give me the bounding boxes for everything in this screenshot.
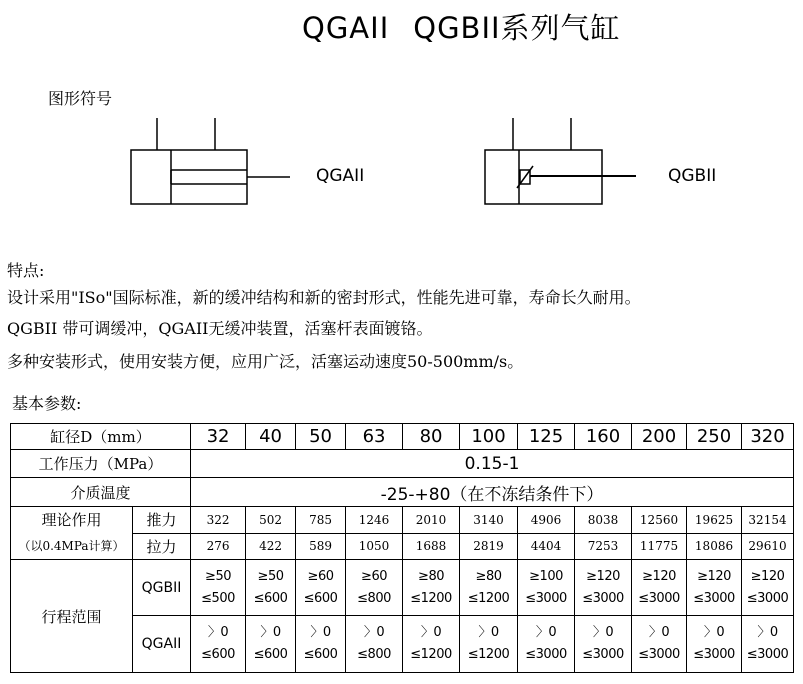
feature-line-3: 多种安装形式，使用安装方便，应用广泛，活塞运动速度50-500mm/s。 [7, 352, 524, 371]
bore-value: 125 [518, 424, 575, 450]
stroke-max: ≤800 [357, 590, 391, 606]
push-value: 32154 [742, 507, 794, 534]
bore-value: 40 [246, 424, 296, 450]
stroke-max: ≤3000 [693, 590, 735, 606]
symbol-label-qgaii: QGAII [316, 166, 365, 186]
bore-value: 100 [460, 424, 518, 450]
stroke-cell [460, 616, 518, 673]
pressure-label: 工作压力（MPa） [11, 450, 191, 478]
stroke-max: ≤500 [201, 590, 235, 606]
push-value: 502 [246, 507, 296, 534]
stroke-max: ≤600 [253, 590, 288, 606]
stroke-model-qgbii: QGBII [133, 560, 191, 616]
pull-value: 2819 [460, 533, 518, 560]
push-value: 12560 [632, 507, 687, 534]
params-table [10, 423, 794, 673]
stroke-max: ≤3000 [582, 647, 624, 662]
bore-value: 50 [296, 424, 346, 450]
stroke-cell [191, 616, 246, 673]
stroke-min: ≥60 [307, 568, 334, 584]
pull-value: 422 [246, 533, 296, 560]
pull-value: 4404 [518, 533, 575, 560]
bore-value: 250 [687, 424, 742, 450]
force-label: 理论作用 [41, 511, 102, 529]
stroke-min: ≥120 [750, 568, 785, 584]
push-value: 4906 [518, 507, 575, 534]
stroke-cell [296, 616, 346, 673]
stroke-min: ≥50 [205, 568, 231, 584]
title-part1: QGAII [302, 11, 390, 45]
stroke-max: ≤1200 [410, 647, 452, 662]
push-value: 19625 [687, 507, 742, 534]
stroke-cell [687, 560, 742, 616]
push-value: 322 [191, 507, 246, 534]
stroke-cell [346, 616, 403, 673]
stroke-max: ≤3000 [582, 590, 624, 606]
stroke-max: ≤1200 [410, 590, 452, 606]
temp-label: 介质温度 [11, 478, 191, 507]
pull-value: 276 [191, 533, 246, 560]
stroke-cell [246, 560, 296, 616]
stroke-max: ≤3000 [638, 647, 680, 662]
stroke-cell [742, 616, 794, 673]
pull-value: 7253 [575, 533, 632, 560]
force-note: （以0.4MPa计算） [18, 539, 125, 553]
stroke-min: ≥120 [642, 568, 676, 584]
pull-label: 拉力 [133, 533, 191, 560]
stroke-min: 〉0 [478, 625, 499, 640]
pull-value: 29610 [742, 533, 794, 560]
stroke-min: ≥50 [257, 568, 284, 584]
stroke-cell [246, 616, 296, 673]
stroke-min: ≥80 [418, 568, 444, 584]
pull-value: 11775 [632, 533, 687, 560]
bore-label: 缸径D（mm） [11, 424, 191, 450]
stroke-max: ≤3000 [638, 590, 680, 606]
stroke-min: ≥80 [475, 568, 502, 584]
symbol-section-label: 图形符号 [48, 89, 113, 108]
stroke-min: 〉0 [260, 625, 281, 640]
stroke-cell [518, 560, 575, 616]
stroke-min: 〉0 [535, 625, 557, 640]
stroke-max: ≤600 [201, 647, 235, 662]
push-value: 2010 [403, 507, 460, 534]
bore-value: 320 [742, 424, 794, 450]
params-label: 基本参数: [12, 394, 82, 413]
feature-line-1: 设计采用"ISo"国际标准，新的缓冲结构和新的密封形式，性能先进可靠，寿命长久耐用。 [7, 288, 641, 307]
stroke-cell [346, 560, 403, 616]
stroke-cell [632, 560, 687, 616]
stroke-max: ≤1200 [467, 647, 510, 662]
stroke-max: ≤800 [357, 647, 391, 662]
pressure-row [11, 450, 794, 478]
stroke-min: 〉0 [207, 625, 229, 640]
bore-value: 160 [575, 424, 632, 450]
stroke-min: 〉0 [648, 625, 670, 640]
symbol-label-qgbii: QGBII [668, 166, 717, 186]
stroke-cell [575, 560, 632, 616]
stroke-label: 行程范围 [11, 560, 133, 673]
stroke-cell [460, 560, 518, 616]
bore-value: 63 [346, 424, 403, 450]
stroke-cell [403, 616, 460, 673]
pull-value: 589 [296, 533, 346, 560]
stroke-min: ≥100 [529, 568, 563, 584]
stroke-model-qgaii: QGAII [133, 616, 191, 673]
bore-row [11, 424, 794, 450]
stroke-cell [687, 616, 742, 673]
stroke-max: ≤3000 [525, 590, 567, 606]
cylinder-adjustable-cushion-icon [475, 110, 675, 210]
push-value: 8038 [575, 507, 632, 534]
temp-row [11, 478, 794, 507]
stroke-min: 〉0 [420, 625, 442, 640]
bore-value: 80 [403, 424, 460, 450]
bore-value: 200 [632, 424, 687, 450]
feature-line-2: QGBII 带可调缓冲，QGAII无缓冲装置，活塞杆表面镀铬。 [7, 319, 433, 338]
stroke-cell [742, 560, 794, 616]
stroke-row-qgbii [11, 560, 794, 616]
cylinder-no-cushion-icon [120, 110, 320, 210]
force-label-cell [11, 507, 133, 560]
stroke-max: ≤3000 [746, 647, 789, 662]
stroke-cell [403, 560, 460, 616]
stroke-cell [191, 560, 246, 616]
stroke-min: 〉0 [757, 625, 778, 640]
features-label: 特点: [7, 261, 45, 280]
stroke-max: ≤3000 [525, 647, 567, 662]
stroke-cell [296, 560, 346, 616]
title-part2: QGBII系列气缸 [413, 11, 621, 45]
stroke-min: ≥120 [586, 568, 620, 584]
stroke-max: ≤600 [253, 647, 288, 662]
stroke-min: 〉0 [363, 625, 385, 640]
stroke-cell [575, 616, 632, 673]
stroke-min: 〉0 [592, 625, 614, 640]
page-title [302, 6, 621, 47]
push-row [11, 507, 794, 534]
stroke-max: ≤3000 [693, 647, 735, 662]
stroke-cell [632, 616, 687, 673]
stroke-min: 〉0 [310, 625, 331, 640]
push-value: 1246 [346, 507, 403, 534]
push-value: 785 [296, 507, 346, 534]
push-label: 推力 [133, 507, 191, 534]
stroke-min: ≥120 [697, 568, 731, 584]
push-value: 3140 [460, 507, 518, 534]
bore-value: 32 [191, 424, 246, 450]
stroke-max: ≤1200 [467, 590, 510, 606]
stroke-min: ≥60 [361, 568, 387, 584]
pull-value: 1688 [403, 533, 460, 560]
pressure-value: 0.15-1 [191, 450, 794, 478]
pull-value: 18086 [687, 533, 742, 560]
stroke-max: ≤600 [303, 590, 338, 606]
stroke-max: ≤3000 [746, 590, 789, 606]
stroke-cell [518, 616, 575, 673]
pull-value: 1050 [346, 533, 403, 560]
stroke-max: ≤600 [303, 647, 338, 662]
temp-value: -25-+80（在不冻结条件下） [191, 478, 794, 507]
stroke-min: 〉0 [703, 625, 725, 640]
